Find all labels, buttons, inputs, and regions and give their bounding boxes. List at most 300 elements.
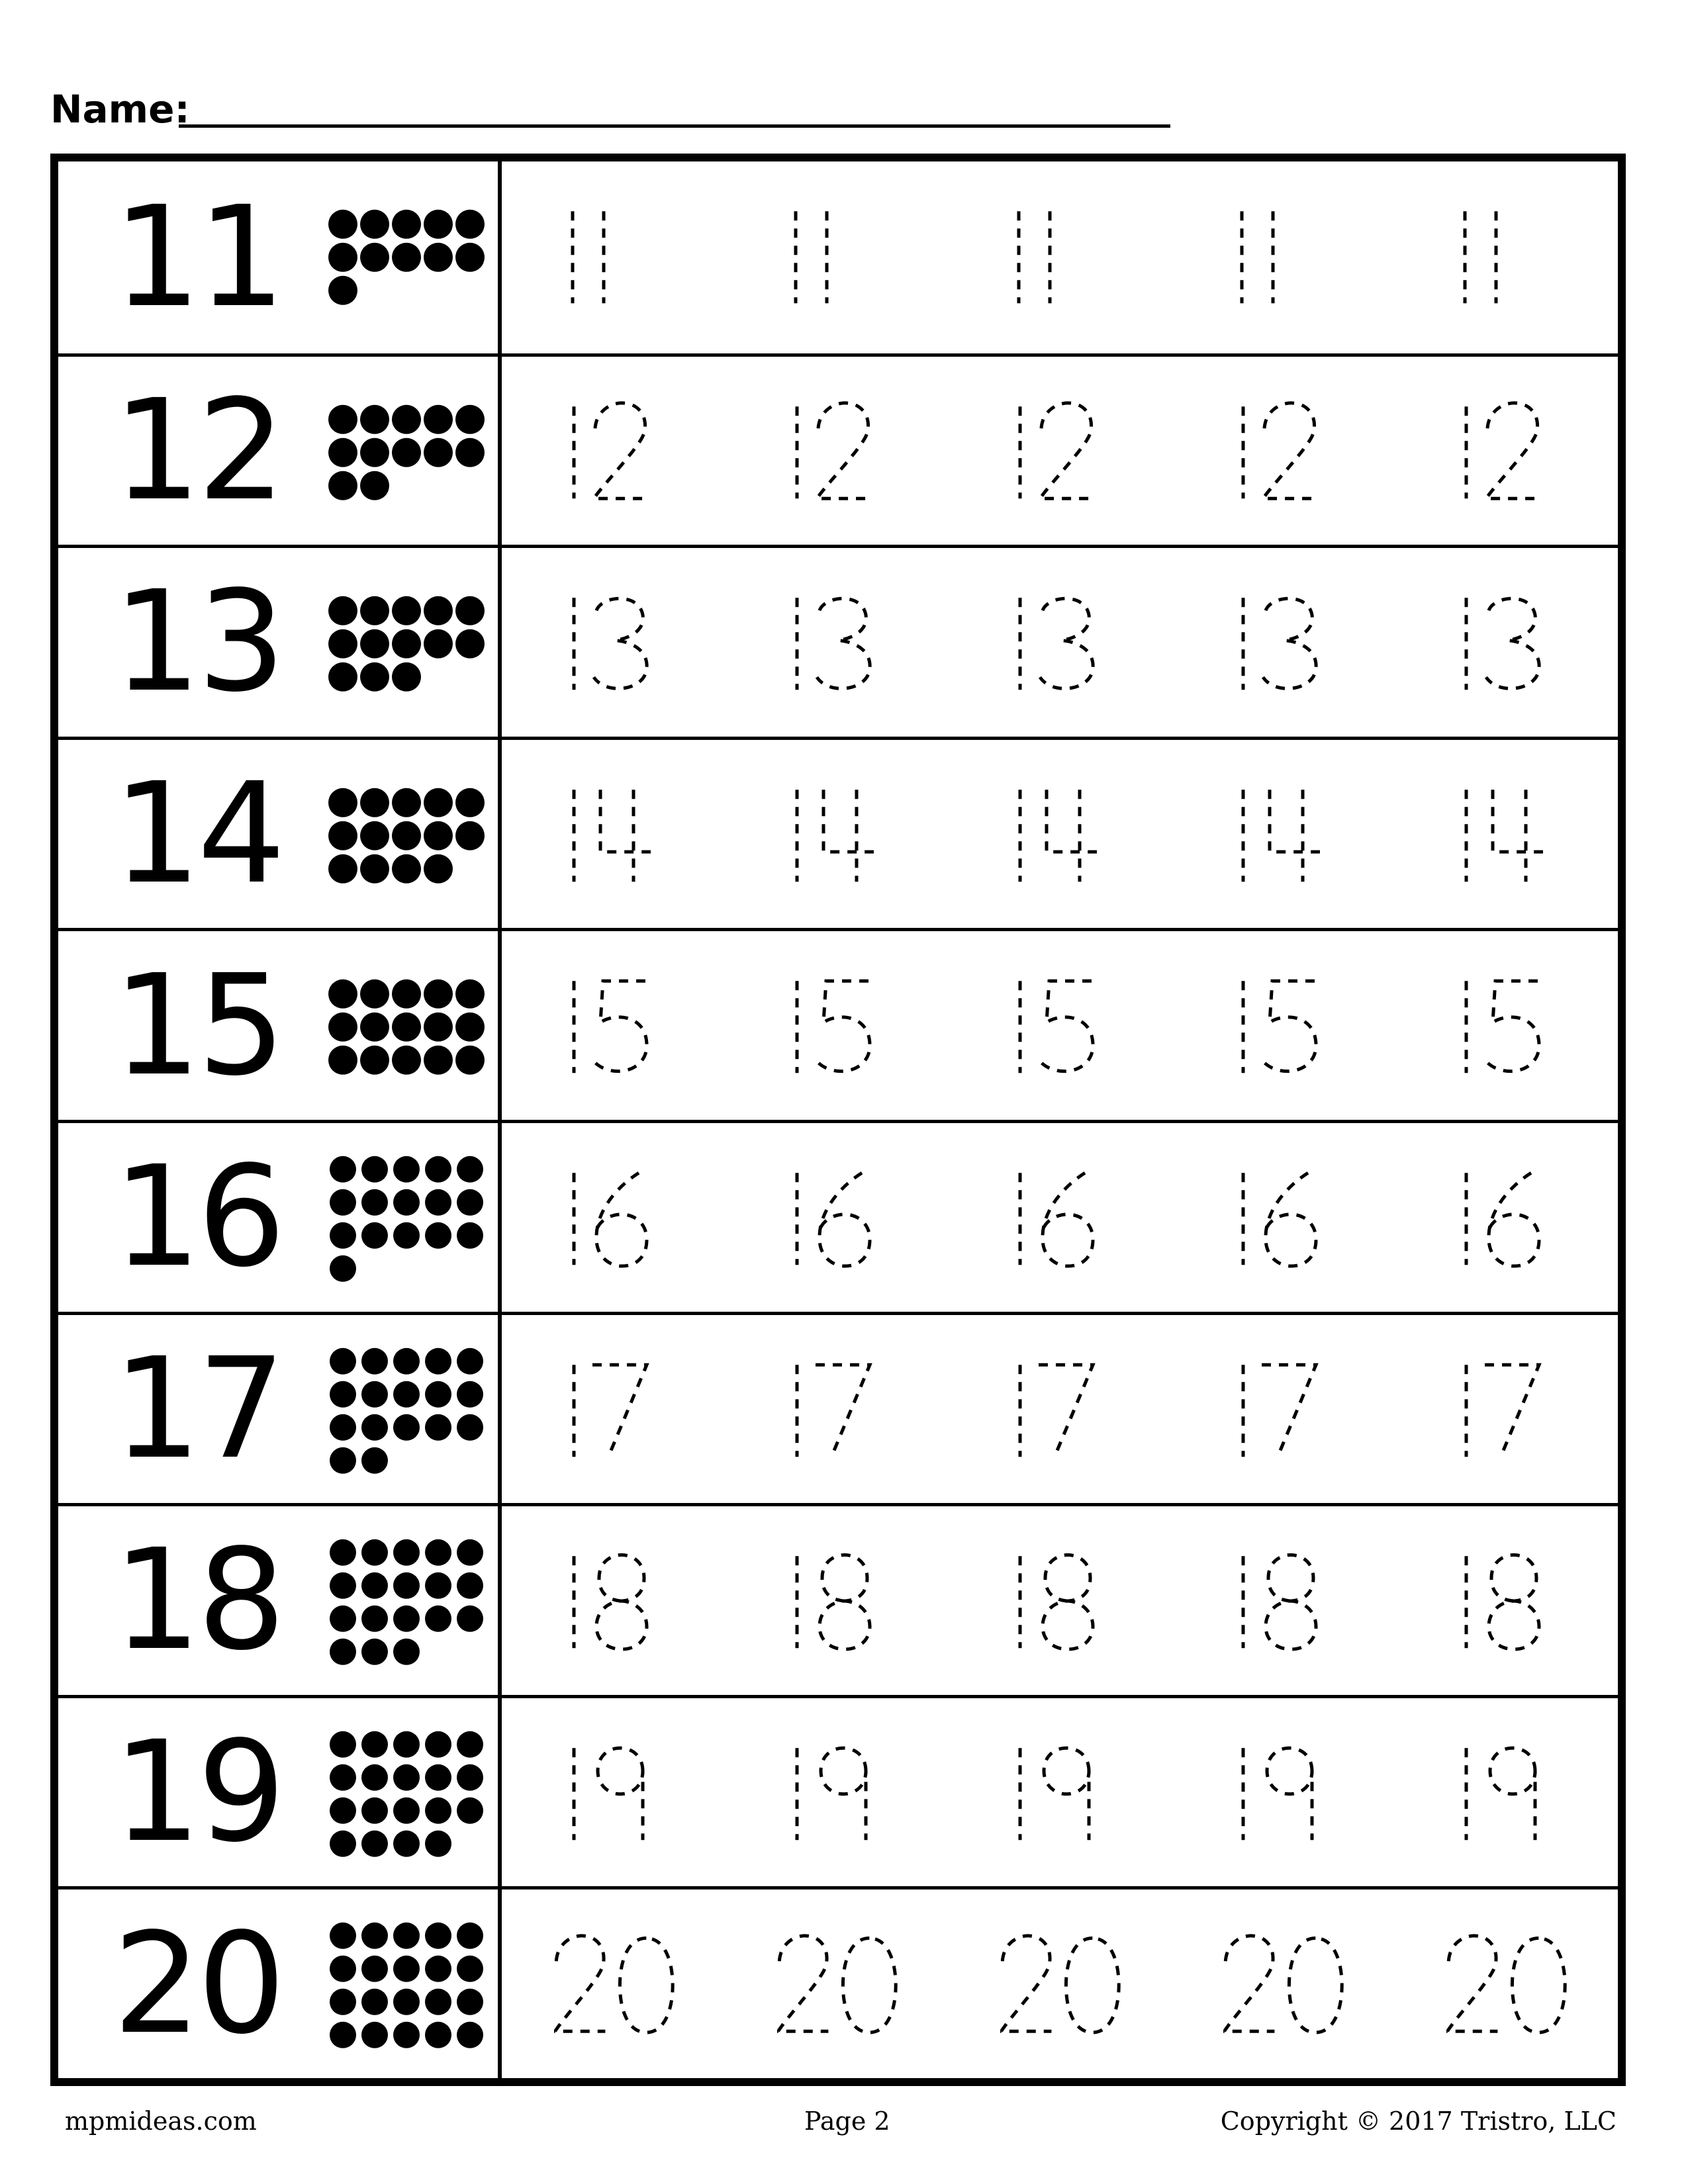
trace-number[interactable]	[1000, 1123, 1133, 1312]
trace-number[interactable]	[777, 931, 910, 1120]
counting-dot	[393, 1923, 420, 1949]
trace-number[interactable]	[1223, 1123, 1356, 1312]
trace-number[interactable]	[1000, 1698, 1133, 1887]
dashed-stroke	[1486, 599, 1539, 689]
counting-dot	[392, 979, 421, 1009]
counting-dot	[393, 1414, 420, 1440]
dashed-stroke	[1487, 981, 1539, 1071]
tracing-cell[interactable]	[502, 740, 1618, 929]
counting-dot	[425, 1347, 451, 1374]
counting-dot	[393, 1572, 420, 1599]
trace-digit	[1262, 1365, 1316, 1457]
trace-number[interactable]	[554, 1315, 686, 1504]
trace-digit	[596, 1555, 647, 1649]
counting-dot	[424, 788, 453, 817]
trace-digit	[596, 1173, 646, 1266]
counting-dot	[425, 1764, 451, 1791]
counting-dot	[424, 979, 453, 1009]
counting-dot	[457, 1222, 483, 1249]
counting-dot	[455, 596, 485, 625]
counting-dot	[393, 1764, 420, 1791]
counting-dot	[361, 1831, 388, 1857]
counting-dot	[328, 788, 357, 817]
dashed-stroke	[596, 1173, 646, 1266]
counting-dot	[455, 210, 485, 239]
dashed-stroke	[1493, 790, 1543, 852]
counting-dot	[361, 1539, 388, 1566]
counting-dot	[360, 404, 389, 433]
counting-dot	[425, 1797, 451, 1824]
counting-dot	[393, 1797, 420, 1824]
counting-dot	[457, 1731, 483, 1758]
trace-number[interactable]	[1223, 1698, 1356, 1887]
trace-number[interactable]	[1000, 931, 1133, 1120]
counting-dot	[393, 1347, 420, 1374]
counting-dot	[425, 1381, 451, 1407]
counting-dot	[360, 210, 389, 239]
counting-dot	[457, 1539, 483, 1566]
trace-digit	[600, 790, 651, 882]
counting-dot	[361, 1764, 388, 1791]
counting-dot	[361, 1381, 388, 1407]
trace-number[interactable]	[1223, 1315, 1356, 1504]
tracing-cell[interactable]	[502, 161, 1618, 353]
dashed-stroke	[1039, 1365, 1093, 1457]
counting-dot	[457, 1764, 483, 1791]
dot-counter	[323, 357, 495, 545]
trace-number[interactable]	[777, 1506, 910, 1695]
trace-digit	[1485, 1365, 1539, 1457]
counting-dot	[424, 821, 453, 850]
counting-dot	[393, 1156, 420, 1183]
counting-dot	[330, 1447, 356, 1473]
counting-dot	[360, 437, 389, 467]
trace-digit	[820, 1555, 870, 1649]
counting-dot	[361, 1447, 388, 1473]
dashed-stroke	[817, 403, 870, 498]
trace-digit	[1266, 1173, 1316, 1266]
worksheet-row	[58, 545, 1618, 737]
counting-dot	[328, 276, 357, 305]
trace-number[interactable]	[777, 1889, 910, 2078]
counting-dot	[328, 243, 357, 272]
counting-dot	[393, 1831, 420, 1857]
worksheet-row	[58, 1503, 1618, 1695]
dot-counter	[323, 931, 495, 1120]
counting-dot	[361, 1956, 388, 1982]
counting-dot	[360, 243, 389, 272]
counting-dot	[360, 854, 389, 884]
trace-number[interactable]	[554, 161, 686, 353]
trace-digit	[823, 790, 874, 882]
counting-dot	[360, 979, 389, 1009]
counting-dot	[330, 1189, 356, 1216]
trace-digit	[1040, 599, 1093, 689]
dot-counter	[323, 1698, 495, 1887]
counting-dot	[360, 821, 389, 850]
worksheet-table	[50, 154, 1626, 2086]
counting-dot	[330, 1222, 356, 1249]
tracing-cell[interactable]	[502, 1698, 1618, 1887]
counting-dot	[457, 1956, 483, 1982]
dashed-stroke	[821, 1748, 866, 1840]
trace-number[interactable]	[1446, 1506, 1579, 1695]
trace-number[interactable]	[554, 357, 686, 545]
trace-digit	[1489, 1555, 1539, 1649]
counting-dot	[424, 404, 453, 433]
number-label: 16	[113, 1136, 282, 1298]
dashed-stroke	[1041, 981, 1093, 1071]
worksheet-row	[58, 928, 1618, 1120]
counting-dot	[393, 1989, 420, 2015]
dashed-stroke	[1270, 790, 1320, 852]
counting-dot	[457, 1414, 483, 1440]
trace-digit	[1066, 1938, 1119, 2032]
counting-dot	[328, 471, 357, 500]
trace-number[interactable]	[554, 1698, 686, 1887]
counting-dot	[328, 821, 357, 850]
counting-dot	[361, 1414, 388, 1440]
counting-dot	[392, 437, 421, 467]
counting-dot	[330, 1381, 356, 1407]
number-label: 18	[113, 1519, 282, 1682]
counting-dot	[455, 1013, 485, 1042]
counting-dot	[330, 1764, 356, 1791]
dashed-stroke	[1043, 1555, 1093, 1649]
dashed-stroke	[595, 981, 647, 1071]
counting-dot	[424, 596, 453, 625]
trace-digit	[816, 1365, 870, 1457]
counting-dot	[457, 1347, 483, 1374]
trace-number[interactable]	[1446, 357, 1579, 545]
counting-dot	[393, 1639, 420, 1665]
trace-number[interactable]	[1446, 1889, 1579, 2078]
footer-copyright: Copyright © 2017 Tristro, LLC	[1220, 2107, 1617, 2136]
number-cell	[58, 740, 502, 929]
dot-counter	[323, 161, 495, 353]
dashed-stroke	[1513, 1938, 1566, 2032]
trace-digit	[595, 981, 647, 1071]
trace-digit	[598, 1748, 643, 1840]
trace-number[interactable]	[1223, 161, 1356, 353]
dashed-stroke	[1266, 1555, 1316, 1649]
trace-digit	[843, 1938, 896, 2032]
trace-digit	[820, 1173, 870, 1266]
dashed-stroke	[598, 1748, 643, 1840]
trace-digit	[1047, 790, 1097, 882]
counting-dot	[330, 1731, 356, 1758]
dashed-stroke	[592, 1365, 647, 1457]
trace-number[interactable]	[1000, 1889, 1133, 2078]
counting-dot	[393, 1539, 420, 1566]
counting-dot	[424, 1013, 453, 1042]
number-label: 20	[113, 1902, 282, 2065]
number-cell	[58, 1506, 502, 1695]
trace-digit	[620, 1938, 673, 2032]
counting-dot	[457, 1572, 483, 1599]
trace-number[interactable]	[1223, 357, 1356, 545]
tracing-cell[interactable]	[502, 1315, 1618, 1504]
counting-dot	[360, 1013, 389, 1042]
counting-dot	[330, 1539, 356, 1566]
counting-dot	[328, 437, 357, 467]
trace-digit	[1486, 403, 1539, 498]
counting-dot	[424, 210, 453, 239]
number-label: 12	[113, 369, 282, 531]
trace-digit	[555, 1936, 605, 2031]
counting-dot	[393, 1189, 420, 1216]
counting-dot	[457, 2022, 483, 2048]
tracing-cell[interactable]	[502, 1506, 1618, 1695]
trace-digit	[1264, 981, 1316, 1071]
tracing-cell[interactable]	[502, 1889, 1618, 2078]
counting-dot	[425, 1189, 451, 1216]
counting-dot	[330, 1956, 356, 1982]
dashed-stroke	[1262, 1365, 1316, 1457]
counting-dot	[393, 1956, 420, 1982]
tracing-cell[interactable]	[502, 931, 1618, 1120]
trace-number[interactable]	[1446, 740, 1579, 929]
trace-number[interactable]	[1446, 161, 1579, 353]
counting-dot	[424, 629, 453, 659]
worksheet-row	[58, 737, 1618, 929]
counting-dot	[393, 1222, 420, 1249]
counting-dot	[361, 1989, 388, 2015]
counting-dot	[392, 404, 421, 433]
counting-dot	[393, 1606, 420, 1632]
counting-dot	[425, 1956, 451, 1982]
worksheet-row	[58, 1695, 1618, 1887]
trace-number[interactable]	[777, 548, 910, 737]
counting-dot	[457, 1156, 483, 1183]
dashed-stroke	[1489, 1555, 1539, 1649]
dashed-stroke	[1066, 1938, 1119, 2032]
name-line[interactable]	[179, 124, 1170, 128]
trace-digit	[1041, 981, 1093, 1071]
counting-dot	[392, 210, 421, 239]
number-cell	[58, 548, 502, 737]
dashed-stroke	[817, 599, 870, 689]
dashed-stroke	[1448, 1936, 1498, 2031]
counting-dot	[392, 1013, 421, 1042]
counting-dot	[361, 1731, 388, 1758]
counting-dot	[392, 662, 421, 692]
trace-number[interactable]	[777, 357, 910, 545]
dashed-stroke	[600, 790, 651, 852]
trace-digit	[1487, 981, 1539, 1071]
trace-digit	[817, 599, 870, 689]
counting-dot	[328, 854, 357, 884]
number-label: 19	[113, 1711, 282, 1874]
counting-dot	[330, 1831, 356, 1857]
counting-dot	[361, 1923, 388, 1949]
counting-dot	[455, 437, 485, 467]
counting-dot	[457, 1797, 483, 1824]
trace-number[interactable]	[1446, 1698, 1579, 1887]
worksheet-row	[58, 353, 1618, 545]
trace-digit	[1490, 1748, 1535, 1840]
counting-dot	[393, 1381, 420, 1407]
trace-number[interactable]	[1446, 1315, 1579, 1504]
counting-dot	[330, 1156, 356, 1183]
counting-dot	[425, 1222, 451, 1249]
trace-digit	[1266, 1555, 1316, 1649]
trace-digit	[1225, 1936, 1275, 2031]
dot-counter	[323, 1123, 495, 1312]
counting-dot	[455, 629, 485, 659]
dashed-stroke	[1001, 1936, 1051, 2031]
counting-dot	[361, 1797, 388, 1824]
counting-dot	[360, 788, 389, 817]
counting-dot	[393, 1731, 420, 1758]
trace-digit	[1263, 599, 1316, 689]
counting-dot	[392, 821, 421, 850]
dashed-stroke	[1040, 599, 1093, 689]
counting-dot	[455, 821, 485, 850]
trace-digit	[1040, 403, 1093, 498]
counting-dot	[361, 1572, 388, 1599]
counting-dot	[455, 788, 485, 817]
trace-number[interactable]	[1000, 1506, 1133, 1695]
counting-dot	[330, 1572, 356, 1599]
trace-digit	[594, 599, 647, 689]
dashed-stroke	[778, 1936, 828, 2031]
trace-number[interactable]	[554, 931, 686, 1120]
trace-number[interactable]	[1223, 1889, 1356, 2078]
counting-dot	[361, 1606, 388, 1632]
dashed-stroke	[1289, 1938, 1342, 2032]
trace-number[interactable]	[777, 1123, 910, 1312]
trace-digit	[1489, 1173, 1539, 1266]
dashed-stroke	[1047, 790, 1097, 852]
dashed-stroke	[823, 790, 874, 852]
counting-dot	[361, 1639, 388, 1665]
dashed-stroke	[1264, 981, 1316, 1071]
counting-dot	[330, 1414, 356, 1440]
dashed-stroke	[1266, 1173, 1316, 1266]
counting-dot	[330, 1606, 356, 1632]
dashed-stroke	[1489, 1173, 1539, 1266]
counting-dot	[424, 854, 453, 884]
tracing-cell[interactable]	[502, 357, 1618, 545]
trace-number[interactable]	[554, 740, 686, 929]
counting-dot	[457, 1189, 483, 1216]
counting-dot	[425, 1606, 451, 1632]
counting-dot	[328, 1013, 357, 1042]
counting-dot	[328, 596, 357, 625]
counting-dot	[330, 1797, 356, 1824]
trace-number[interactable]	[1446, 1123, 1579, 1312]
trace-number[interactable]	[1223, 1506, 1356, 1695]
counting-dot	[392, 243, 421, 272]
counting-dot	[425, 1731, 451, 1758]
counting-dot	[424, 437, 453, 467]
counting-dot	[328, 210, 357, 239]
trace-digit	[1289, 1938, 1342, 2032]
number-cell	[58, 1698, 502, 1887]
trace-number[interactable]	[1446, 931, 1579, 1120]
counting-dot	[361, 1189, 388, 1216]
tracing-cell[interactable]	[502, 1123, 1618, 1312]
trace-number[interactable]	[777, 1698, 910, 1887]
counting-dot	[330, 1923, 356, 1949]
trace-number[interactable]	[1000, 1315, 1133, 1504]
dot-counter	[323, 1315, 495, 1504]
dashed-stroke	[1485, 1365, 1539, 1457]
trace-number[interactable]	[1000, 548, 1133, 737]
dashed-stroke	[555, 1936, 605, 2031]
dashed-stroke	[1486, 403, 1539, 498]
worksheet-row	[58, 1886, 1618, 2078]
trace-number[interactable]	[777, 1315, 910, 1504]
worksheet-row	[58, 1120, 1618, 1312]
trace-digit	[817, 403, 870, 498]
trace-number[interactable]	[1223, 931, 1356, 1120]
dashed-stroke	[818, 981, 870, 1071]
trace-number[interactable]	[554, 1123, 686, 1312]
number-cell	[58, 931, 502, 1120]
counting-dot	[455, 243, 485, 272]
trace-number[interactable]	[1000, 357, 1133, 545]
trace-digit	[592, 1365, 647, 1457]
trace-digit	[1043, 1555, 1093, 1649]
counting-dot	[455, 979, 485, 1009]
dashed-stroke	[596, 1555, 647, 1649]
trace-number[interactable]	[554, 1506, 686, 1695]
dot-counter	[323, 1889, 495, 2078]
dot-counter	[323, 740, 495, 929]
number-label: 11	[113, 175, 282, 338]
counting-dot	[425, 1831, 451, 1857]
trace-digit	[1001, 1936, 1051, 2031]
counting-dot	[330, 1347, 356, 1374]
trace-number[interactable]	[554, 548, 686, 737]
counting-dot	[425, 2022, 451, 2048]
counting-dot	[361, 1222, 388, 1249]
counting-dot	[360, 662, 389, 692]
tracing-cell[interactable]	[502, 548, 1618, 737]
counting-dot	[424, 1046, 453, 1075]
trace-number[interactable]	[1223, 548, 1356, 737]
footer-website: mpmideas.com	[65, 2107, 257, 2136]
dot-counter	[323, 1506, 495, 1695]
counting-dot	[424, 243, 453, 272]
number-cell	[58, 1315, 502, 1504]
dashed-stroke	[1040, 403, 1093, 498]
counting-dot	[392, 1046, 421, 1075]
worksheet-row	[58, 161, 1618, 353]
worksheet-row	[58, 1312, 1618, 1504]
counting-dot	[393, 2022, 420, 2048]
counting-dot	[328, 1046, 357, 1075]
counting-dot	[425, 1539, 451, 1566]
trace-number[interactable]	[777, 740, 910, 929]
counting-dot	[457, 1989, 483, 2015]
trace-number[interactable]	[1000, 740, 1133, 929]
dashed-stroke	[1043, 1173, 1093, 1266]
trace-number[interactable]	[1223, 740, 1356, 929]
counting-dot	[457, 1606, 483, 1632]
counting-dot	[360, 596, 389, 625]
trace-digit	[818, 981, 870, 1071]
dashed-stroke	[843, 1938, 896, 2032]
trace-number[interactable]	[554, 1889, 686, 2078]
trace-number[interactable]	[1000, 161, 1133, 353]
trace-number[interactable]	[1446, 548, 1579, 737]
dashed-stroke	[1263, 599, 1316, 689]
number-cell	[58, 1889, 502, 2078]
trace-number[interactable]	[777, 161, 910, 353]
